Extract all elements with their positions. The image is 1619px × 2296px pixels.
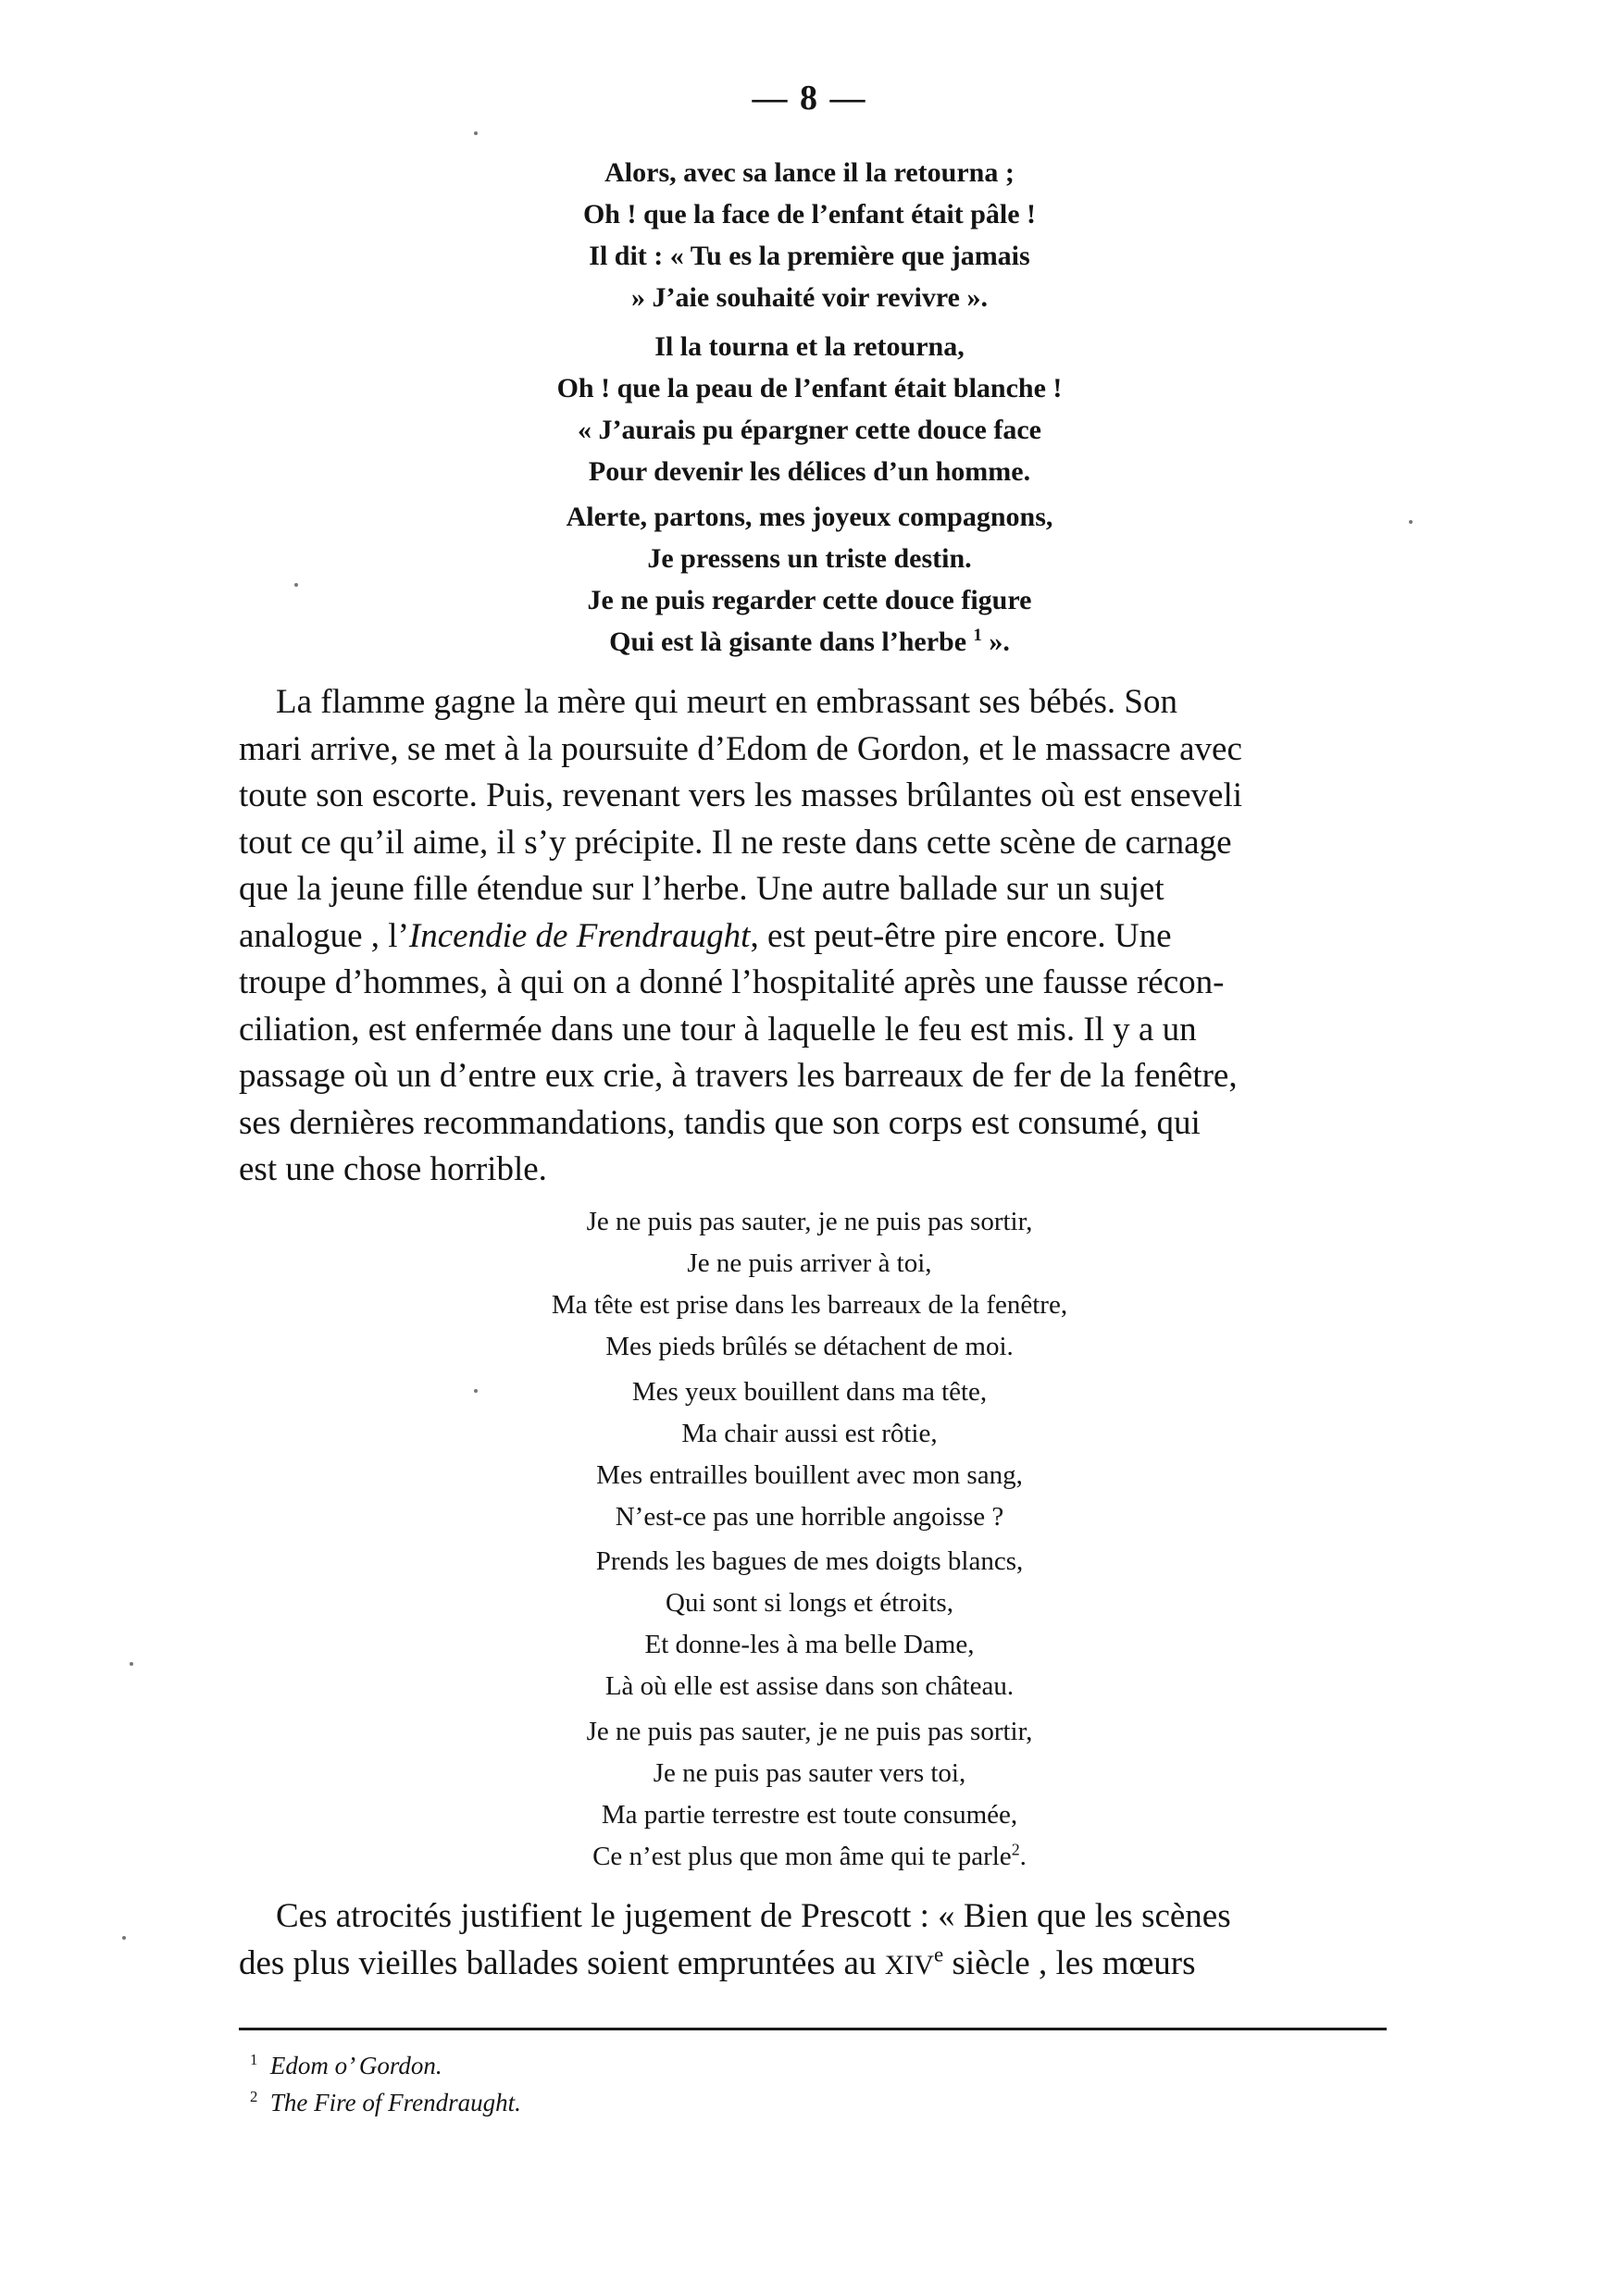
stanza-top-1 — [0, 152, 1619, 318]
verse-line: » J’aie souhaité voir revivre ». — [631, 282, 988, 313]
footnote-ref-2: 2 — [1011, 1840, 1020, 1859]
verse-line: Qui sont si longs et étroits, — [666, 1588, 953, 1618]
prose-line: est une chose horrible. — [239, 1150, 547, 1188]
footnote-text: Edom o’ Gordon. — [269, 2052, 442, 2079]
scan-speck — [294, 583, 298, 587]
prose-line — [239, 913, 1387, 961]
prose-line: ses dernières recommandations, tandis que son corps est consumé, qui — [239, 1103, 1201, 1142]
scan-speck — [122, 1936, 126, 1940]
verse-line: Oh ! que la peau de l’enfant était blanche ! — [556, 373, 1063, 403]
stanza-bottom-2 — [0, 1371, 1619, 1538]
verse-tail: ». — [981, 627, 1010, 657]
verse-line: Alerte, partons, mes joyeux compagnons, — [566, 502, 1053, 532]
footnote-ref-1: 1 — [973, 626, 982, 645]
verse-line: Oh ! que la face de l’enfant était pâle ! — [582, 199, 1037, 230]
century-numeral: XIV — [884, 1949, 935, 1980]
verse-line — [0, 1836, 1619, 1878]
prose-line: toute son escorte. Puis, revenant vers les masses brûlantes où est enseveli — [239, 776, 1243, 814]
verse-line: Il dit : « Tu es la première que jamais — [589, 241, 1030, 271]
prose-line: Ces atrocités justifient le jugement de Prescott : « Bien que les scènes — [276, 1897, 1231, 1935]
footnote-1 — [250, 2047, 521, 2084]
verse-text: Qui est là gisante dans l’herbe — [609, 627, 967, 657]
footnote-number: 2 — [250, 2088, 258, 2105]
prose-line: que la jeune fille étendue sur l’herbe. Une autre ballade sur un sujet — [239, 870, 1164, 908]
verse-line: Je ne puis pas sauter vers toi, — [653, 1758, 966, 1788]
footnotes — [250, 2047, 521, 2121]
stanza-bottom-1 — [0, 1201, 1619, 1368]
prose-line: troupe d’hommes, à qui on a donné l’hospitalité après une fausse récon- — [239, 963, 1225, 1001]
verse-line: Mes yeux bouillent dans ma tête, — [631, 1377, 988, 1407]
prose-line: ciliation, est enfermée dans une tour à laquelle le feu est mis. Il y a un — [239, 1010, 1197, 1049]
verse-text: Ce n’est plus que mon âme qui te parle — [592, 1842, 1012, 1871]
verse-line: Je ne puis arriver à toi, — [687, 1248, 932, 1278]
stanza-top-3 — [0, 496, 1619, 663]
verse-line: Je ne puis pas sauter, je ne puis pas sortir, — [586, 1717, 1033, 1746]
verse-line: « J’aurais pu épargner cette douce face — [577, 415, 1041, 445]
stanza-top-2 — [0, 326, 1619, 492]
prose-paragraph-2 — [239, 1893, 1387, 1989]
verse-tail: . — [1019, 1842, 1027, 1871]
prose-text: analogue , l’ — [239, 916, 409, 955]
scan-speck — [1409, 520, 1413, 524]
verse-line: Je ne puis regarder cette douce figure — [587, 585, 1032, 615]
stanza-bottom-3 — [0, 1541, 1619, 1707]
verse-line: Ma tête est prise dans les barreaux de la fenêtre, — [551, 1290, 1068, 1320]
prose-text: , est peut-être pire encore. Une — [750, 916, 1172, 955]
stanza-bottom-4 — [0, 1711, 1619, 1878]
scan-speck — [474, 131, 478, 135]
prose-line: La flamme gagne la mère qui meurt en embrassant ses bébés. Son — [276, 683, 1178, 721]
footnote-number: 1 — [250, 2051, 258, 2068]
scan-speck — [130, 1662, 133, 1666]
prose-line: passage où un d’entre eux crie, à travers les barreaux de fer de la fenêtre, — [239, 1057, 1238, 1095]
verse-line: Mes pieds brûlés se détachent de moi. — [605, 1332, 1014, 1361]
verse-line: Prends les bagues de mes doigts blancs, — [595, 1546, 1024, 1576]
verse-line — [0, 621, 1619, 663]
footnote-text: The Fire of Frendraught. — [269, 2089, 521, 2116]
verse-line: Je pressens un triste destin. — [647, 543, 972, 574]
verse-line: Et donne-les à ma belle Dame, — [644, 1630, 975, 1659]
prose-line: mari arrive, se met à la poursuite d’Edom de Gordon, et le massacre avec — [239, 729, 1242, 768]
scan-speck — [474, 1389, 478, 1393]
verse-line: Je ne puis pas sauter, je ne puis pas sortir, — [586, 1207, 1033, 1236]
verse-line: N’est-ce pas une horrible angoisse ? — [615, 1502, 1004, 1532]
verse-line: Ma chair aussi est rôtie, — [681, 1419, 938, 1448]
verse-line: Pour devenir les délices d’un homme. — [588, 456, 1031, 487]
verse-line: Là où elle est assise dans son château. — [604, 1671, 1015, 1701]
prose-text: siècle , les mœurs — [943, 1943, 1196, 1982]
ballad-title: Incendie de Frendraught — [408, 916, 751, 955]
footnote-2 — [250, 2084, 521, 2121]
prose-line — [239, 1941, 1387, 1990]
verse-line: Il la tourna et la retourna, — [654, 331, 965, 362]
verse-line: Alors, avec sa lance il la retourna ; — [604, 157, 1015, 188]
verse-line: Mes entrailles bouillent avec mon sang, — [596, 1460, 1023, 1490]
prose-line: tout ce qu’il aime, il s’y précipite. Il ne reste dans cette scène de carnage — [239, 823, 1232, 862]
prose-paragraph-1 — [239, 679, 1387, 1194]
prose-text: des plus vieilles ballades soient empruntées au — [239, 1943, 885, 1982]
century-superscript: e — [934, 1942, 944, 1967]
verse-line: Ma partie terrestre est toute consumée, — [601, 1800, 1018, 1830]
page-number: — 8 — — [752, 79, 867, 118]
footnote-divider — [239, 2028, 1387, 2030]
